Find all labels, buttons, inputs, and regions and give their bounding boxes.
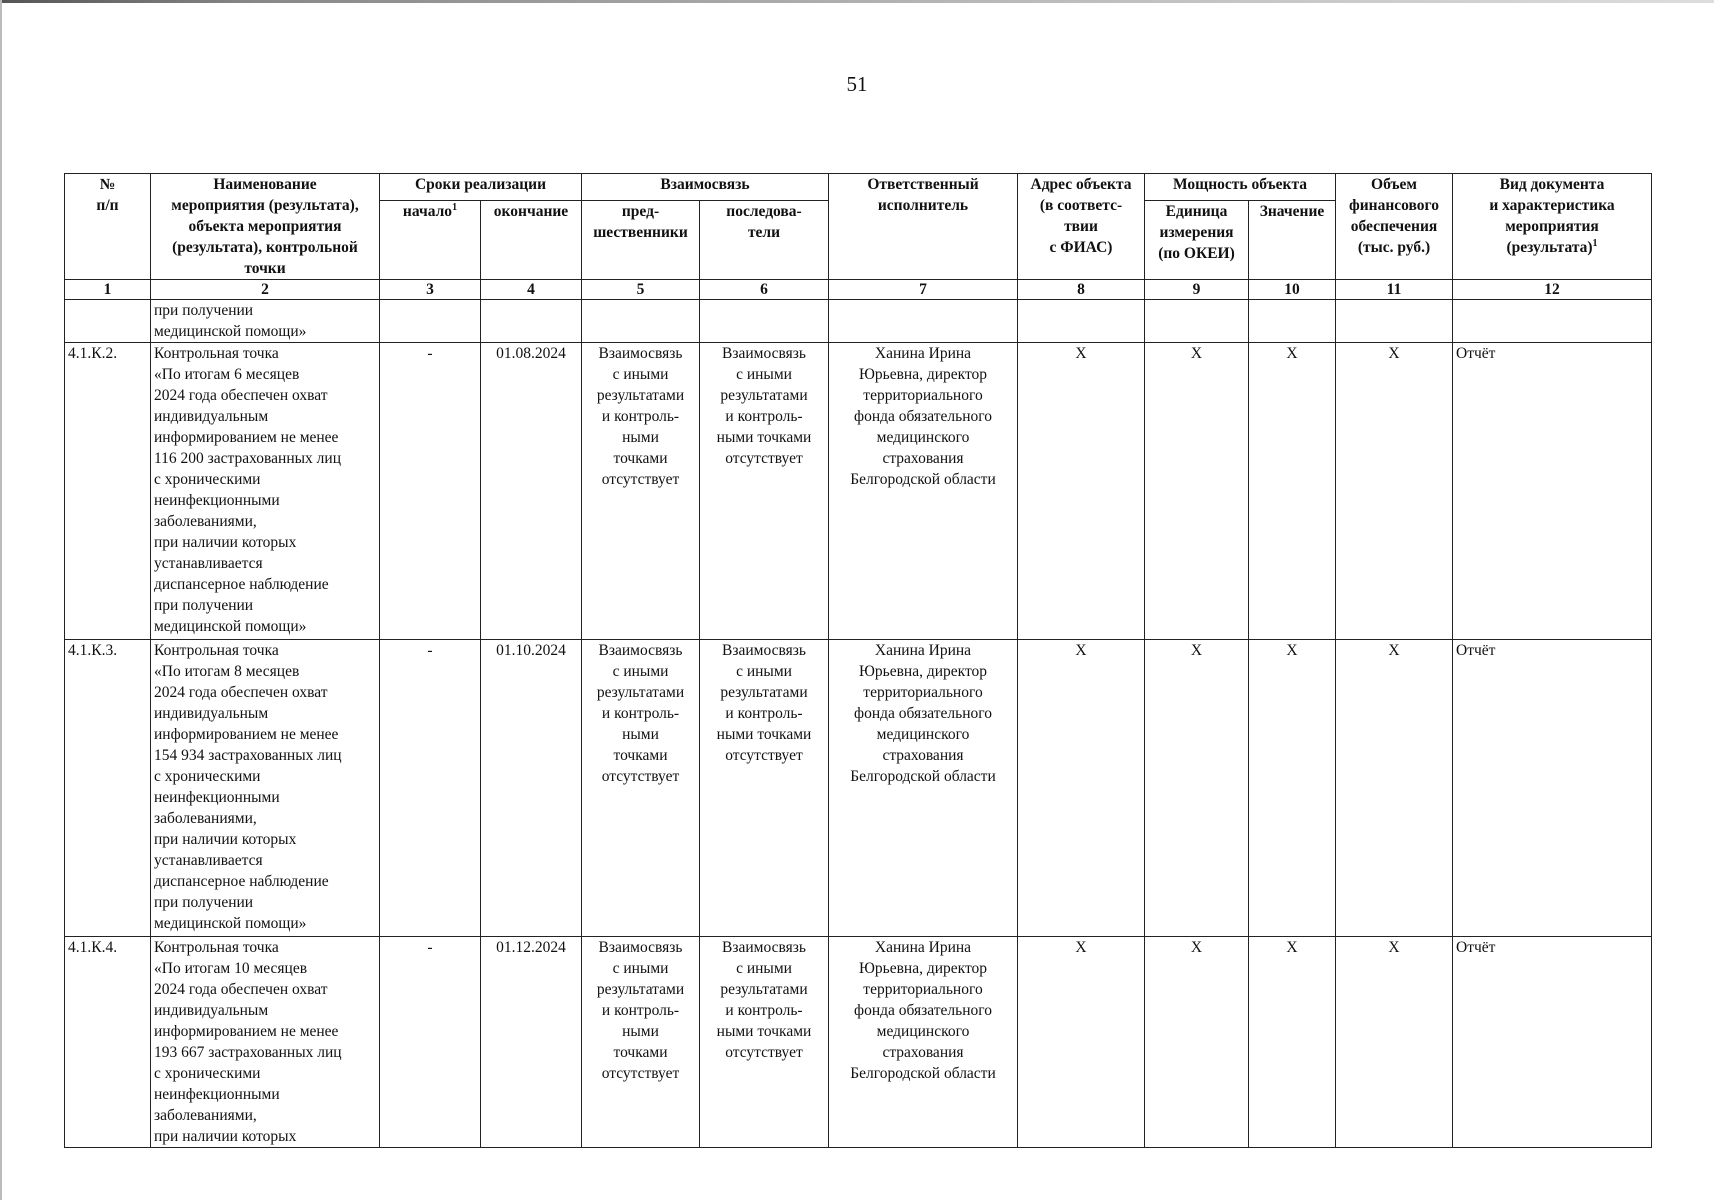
header-responsible: Ответственный исполнитель: [829, 174, 1018, 280]
column-number: 8: [1018, 280, 1145, 300]
cell-end: 01.10.2024: [481, 640, 582, 937]
cell-empty: [481, 300, 582, 343]
cell-document: Отчёт: [1453, 937, 1652, 1148]
column-number: 5: [582, 280, 700, 300]
page-number: 51: [846, 72, 868, 96]
header-unit: Единица измерения (по ОКЕИ): [1145, 201, 1249, 280]
cell-predecessors: Взаимосвязь с иными результатами и контроль- ными точками отсутствует: [582, 640, 700, 937]
cell-empty: [700, 300, 829, 343]
cell-value: X: [1249, 937, 1336, 1148]
cell-address: X: [1018, 343, 1145, 640]
cell-predecessors: Взаимосвязь с иными результатами и контроль- ными точками отсутствует: [582, 343, 700, 640]
cell-empty: [1249, 300, 1336, 343]
cell-financing: X: [1336, 640, 1453, 937]
cell-start: -: [380, 937, 481, 1148]
table-row: [65, 640, 1652, 937]
cell-empty: [65, 300, 151, 343]
header-predecessors: пред- шественники: [582, 201, 700, 280]
cell-end: 01.08.2024: [481, 343, 582, 640]
header-start-label: начало: [402, 203, 453, 221]
cell-address: X: [1018, 640, 1145, 937]
cell-unit: X: [1145, 640, 1249, 937]
cell-responsible: Ханина Ирина Юрьевна, директор территориального фонда обязательного медицинского страхования Белгородской области: [829, 937, 1018, 1148]
cell-successors: Взаимосвязь с иными результатами и контроль- ными точками отсутствует: [700, 343, 829, 640]
table-row: [65, 937, 1652, 1148]
column-number: 9: [1145, 280, 1249, 300]
column-number: 4: [481, 280, 582, 300]
header-start-footnote: 1: [452, 201, 458, 213]
table-row: [65, 343, 1652, 640]
cell-successors: Взаимосвязь с иными результатами и контроль- ными точками отсутствует: [700, 640, 829, 937]
cell-document: Отчёт: [1453, 343, 1652, 640]
header-successors: последова- тели: [700, 201, 829, 280]
header-value: Значение: [1249, 201, 1336, 280]
scan-left-edge: [0, 0, 2, 1200]
cell-empty: [1336, 300, 1453, 343]
cell-name: Контрольная точка «По итогам 10 месяцев 2024 года обеспечен охват индивидуальным информированием не менее 193 667 застрахованных лиц с хроническими неинфекционными заболеваниями, при наличии которых: [151, 937, 380, 1148]
cell-empty: [582, 300, 700, 343]
cell-responsible: Ханина Ирина Юрьевна, директор территориального фонда обязательного медицинского страхования Белгородской области: [829, 343, 1018, 640]
cell-end: 01.12.2024: [481, 937, 582, 1148]
header-links: Взаимосвязь: [582, 174, 829, 201]
column-number: 11: [1336, 280, 1453, 300]
header-name: Наименование мероприятия (результата), объекта мероприятия (результата), контрольной точки: [151, 174, 380, 280]
table-row-continuation: [65, 300, 1652, 343]
cell-financing: X: [1336, 343, 1453, 640]
cell-unit: X: [1145, 937, 1249, 1148]
cell-empty: [829, 300, 1018, 343]
header-power: Мощность объекта: [1145, 174, 1336, 201]
cell-empty: [1453, 300, 1652, 343]
column-number: 6: [700, 280, 829, 300]
plan-table: [64, 173, 1652, 1148]
header-document: [1453, 174, 1652, 280]
scan-top-edge: [0, 0, 1714, 3]
header-end: окончание: [481, 201, 582, 280]
cell-predecessors: Взаимосвязь с иными результатами и контроль- ными точками отсутствует: [582, 937, 700, 1148]
header-document-label: Вид документа и характеристика мероприятия (результата): [1489, 176, 1615, 256]
header-document-footnote: 1: [1592, 237, 1598, 249]
cell-num: 4.1.К.3.: [65, 640, 151, 937]
cell-address: X: [1018, 937, 1145, 1148]
cell-value: X: [1249, 343, 1336, 640]
cell-num: 4.1.К.4.: [65, 937, 151, 1148]
column-number: 7: [829, 280, 1018, 300]
cell-successors: Взаимосвязь с иными результатами и контроль- ными точками отсутствует: [700, 937, 829, 1148]
column-number: 10: [1249, 280, 1336, 300]
cell-start: -: [380, 640, 481, 937]
header-financing: Объем финансового обеспечения (тыс. руб.): [1336, 174, 1453, 280]
cell-responsible: Ханина Ирина Юрьевна, директор территориального фонда обязательного медицинского страхования Белгородской области: [829, 640, 1018, 937]
header-start: [380, 201, 481, 280]
cell-start: -: [380, 343, 481, 640]
cell-document: Отчёт: [1453, 640, 1652, 937]
column-number: 2: [151, 280, 380, 300]
cell-num: 4.1.К.2.: [65, 343, 151, 640]
cell-unit: X: [1145, 343, 1249, 640]
cell-name-continuation: при получении медицинской помощи»: [151, 300, 380, 343]
column-number: 3: [380, 280, 481, 300]
cell-empty: [380, 300, 481, 343]
cell-name: Контрольная точка «По итогам 6 месяцев 2024 года обеспечен охват индивидуальным информированием не менее 116 200 застрахованных лиц с хроническими неинфекционными заболеваниями, при наличии которых устанавливается диспансерное наблюдение при получении медицинской помощи»: [151, 343, 380, 640]
header-address: Адрес объекта (в соответс- твии с ФИАС): [1018, 174, 1145, 280]
column-number: 1: [65, 280, 151, 300]
cell-value: X: [1249, 640, 1336, 937]
header-terms: Сроки реализации: [380, 174, 582, 201]
cell-name: Контрольная точка «По итогам 8 месяцев 2024 года обеспечен охват индивидуальным информированием не менее 154 934 застрахованных лиц с хроническими неинфекционными заболеваниями, при наличии которых устанавливается диспансерное наблюдение при получении медицинской помощи»: [151, 640, 380, 937]
cell-financing: X: [1336, 937, 1453, 1148]
cell-empty: [1018, 300, 1145, 343]
header-num: № п/п: [65, 174, 151, 280]
column-number: 12: [1453, 280, 1652, 300]
cell-empty: [1145, 300, 1249, 343]
